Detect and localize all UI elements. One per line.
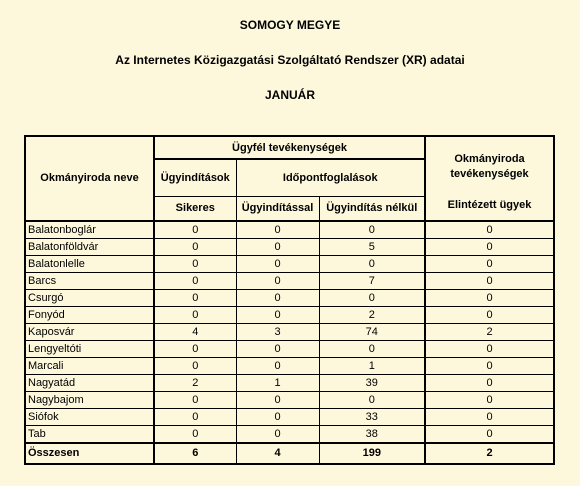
- table-row: [25, 238, 554, 255]
- with-initiation-cell: 0: [236, 357, 319, 374]
- successful-cell: 0: [154, 357, 236, 374]
- with-initiation-cell: 0: [236, 289, 319, 306]
- with-initiation-cell: 0: [236, 408, 319, 425]
- total-completed: 2: [425, 443, 554, 464]
- table-row: [25, 306, 554, 323]
- office-name-cell: Balatonboglár: [25, 221, 154, 239]
- without-initiation-cell: 33: [319, 408, 425, 425]
- office-name-cell: Nagyatád: [25, 374, 154, 391]
- with-initiation-cell: 0: [236, 272, 319, 289]
- office-name-cell: Siófok: [25, 408, 154, 425]
- table-row: [25, 340, 554, 357]
- without-initiation-header: Ügyindítás nélkül: [319, 197, 425, 221]
- total-with-initiation: 4: [236, 443, 319, 464]
- initiations-subheader: Ügyindítások: [154, 159, 236, 197]
- office-name-cell: Balatonföldvár: [25, 238, 154, 255]
- successful-cell: 0: [154, 391, 236, 408]
- without-initiation-cell: 2: [319, 306, 425, 323]
- completed-cell: 2: [425, 323, 554, 340]
- without-initiation-cell: 74: [319, 323, 425, 340]
- table-row: [25, 221, 554, 239]
- table-row: [25, 374, 554, 391]
- completed-cell: 0: [425, 340, 554, 357]
- month-title: JANUÁR: [264, 88, 315, 102]
- with-initiation-cell: 0: [236, 238, 319, 255]
- without-initiation-cell: 0: [319, 391, 425, 408]
- with-initiation-cell: 0: [236, 255, 319, 272]
- report-subtitle: Az Internetes Közigazgatási Szolgáltató Rendszer (XR) adatai: [115, 53, 465, 67]
- total-without-initiation: 199: [319, 443, 425, 464]
- successful-cell: 4: [154, 323, 236, 340]
- completed-cell: 0: [425, 408, 554, 425]
- appointments-subheader: Időpontfoglalások: [236, 159, 425, 197]
- office-name-cell: Nagybajom: [25, 391, 154, 408]
- completed-cases-header: Elintézett ügyek: [425, 197, 554, 221]
- total-successful: 6: [154, 443, 236, 464]
- successful-cell: 0: [154, 289, 236, 306]
- client-activities-header: Ügyfél tevékenységek: [154, 136, 425, 159]
- office-name-cell: Lengyeltóti: [25, 340, 154, 357]
- successful-header: Sikeres: [154, 197, 236, 221]
- office-name-cell: Fonyód: [25, 306, 154, 323]
- without-initiation-cell: 7: [319, 272, 425, 289]
- completed-cell: 0: [425, 289, 554, 306]
- completed-cell: 0: [425, 425, 554, 443]
- completed-cell: 0: [425, 255, 554, 272]
- table-row: [25, 323, 554, 340]
- without-initiation-cell: 0: [319, 255, 425, 272]
- without-initiation-cell: 0: [319, 289, 425, 306]
- office-name-cell: Kaposvár: [25, 323, 154, 340]
- with-initiation-cell: 0: [236, 391, 319, 408]
- data-rows: [25, 221, 554, 443]
- total-label: Összesen: [25, 443, 154, 464]
- table-row: [25, 357, 554, 374]
- completed-cell: 0: [425, 221, 554, 239]
- completed-cell: 0: [425, 272, 554, 289]
- table-row: [25, 408, 554, 425]
- without-initiation-cell: 0: [319, 340, 425, 357]
- table-row: [25, 289, 554, 306]
- successful-cell: 0: [154, 408, 236, 425]
- completed-cell: 0: [425, 357, 554, 374]
- table-row: [25, 425, 554, 443]
- county-title: SOMOGY MEGYE: [239, 18, 341, 32]
- successful-cell: 0: [154, 306, 236, 323]
- office-activities-header: Okmányiroda tevékenységek: [425, 136, 554, 197]
- total-row: [25, 443, 554, 464]
- statistics-table: [24, 135, 555, 465]
- table-row: [25, 391, 554, 408]
- without-initiation-cell: 1: [319, 357, 425, 374]
- with-initiation-cell: 0: [236, 306, 319, 323]
- successful-cell: 0: [154, 255, 236, 272]
- with-initiation-header: Ügyindítással: [236, 197, 319, 221]
- without-initiation-cell: 5: [319, 238, 425, 255]
- with-initiation-cell: 0: [236, 425, 319, 443]
- office-name-header: Okmányiroda neve: [25, 136, 154, 221]
- office-name-cell: Csurgó: [25, 289, 154, 306]
- with-initiation-cell: 3: [236, 323, 319, 340]
- with-initiation-cell: 0: [236, 340, 319, 357]
- successful-cell: 0: [154, 340, 236, 357]
- successful-cell: 0: [154, 272, 236, 289]
- completed-cell: 0: [425, 306, 554, 323]
- completed-cell: 0: [425, 391, 554, 408]
- without-initiation-cell: 38: [319, 425, 425, 443]
- table-row: [25, 272, 554, 289]
- with-initiation-cell: 0: [236, 221, 319, 239]
- successful-cell: 2: [154, 374, 236, 391]
- without-initiation-cell: 0: [319, 221, 425, 239]
- completed-cell: 0: [425, 238, 554, 255]
- successful-cell: 0: [154, 425, 236, 443]
- without-initiation-cell: 39: [319, 374, 425, 391]
- successful-cell: 0: [154, 221, 236, 239]
- office-name-cell: Balatonlelle: [25, 255, 154, 272]
- office-name-cell: Marcali: [25, 357, 154, 374]
- with-initiation-cell: 1: [236, 374, 319, 391]
- completed-cell: 0: [425, 374, 554, 391]
- table-row: [25, 255, 554, 272]
- office-name-cell: Barcs: [25, 272, 154, 289]
- successful-cell: 0: [154, 238, 236, 255]
- office-name-cell: Tab: [25, 425, 154, 443]
